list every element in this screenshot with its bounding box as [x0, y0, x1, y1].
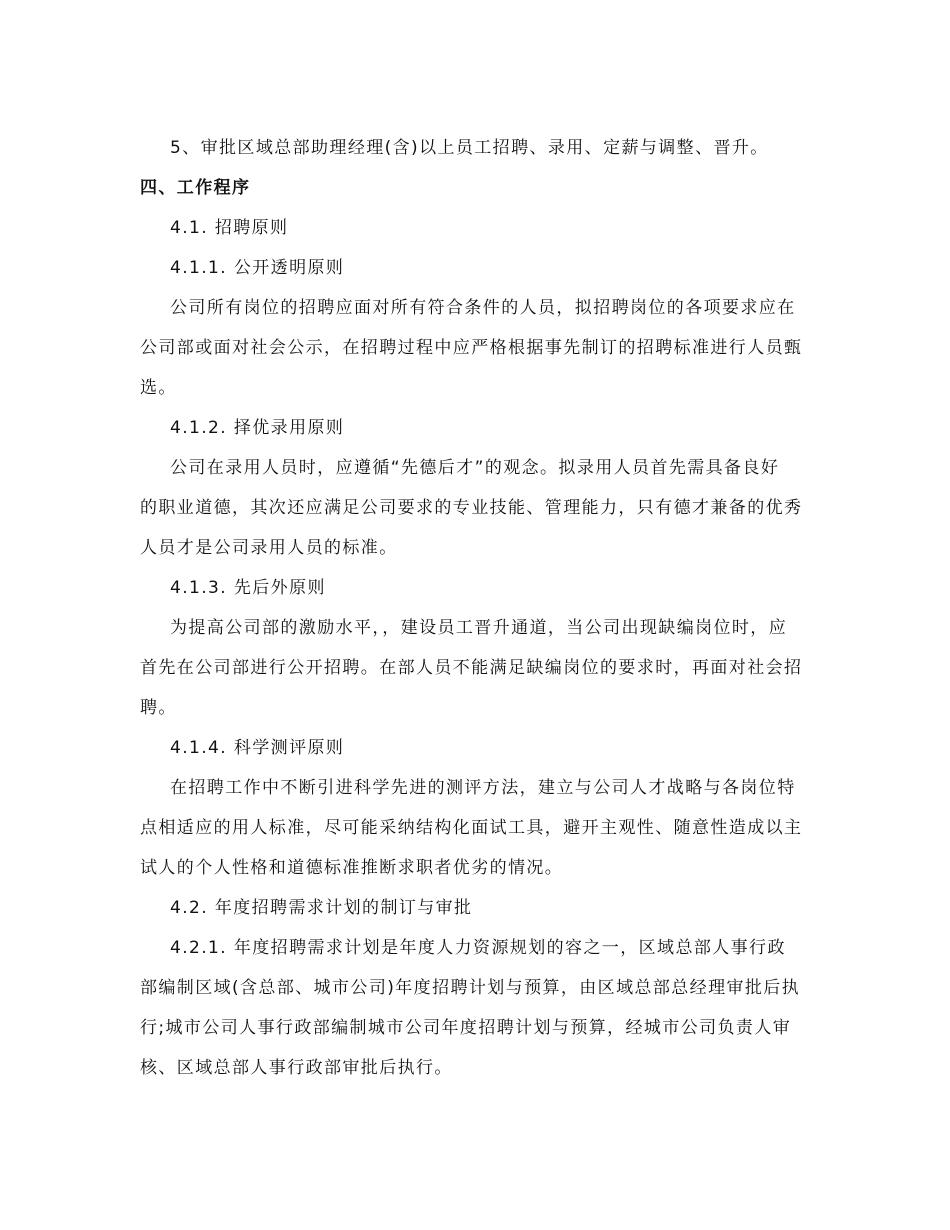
- approval-item-5: 5、审批区域总部助理经理(含)以上员工招聘、录用、定薪与调整、晋升。: [170, 138, 769, 158]
- paragraph-4-1-4-line-3: 试人的个人性格和道德标准推断求职者优劣的情况。: [140, 858, 564, 878]
- paragraph-4-1-3-line-2: 首先在公司部进行公开招聘。在部人员不能满足缺编岗位的要求时，再面对社会招: [140, 658, 803, 678]
- subsection-4-1-1-heading: 4.1.1. 公开透明原则: [170, 258, 345, 278]
- paragraph-4-2-1-line-1: 4.2.1. 年度招聘需求计划是年度人力资源规划的容之一，区域总部人事行政: [170, 938, 786, 958]
- paragraph-4-1-4-line-1: 在招聘工作中不断引进科学先进的测评方法，建立与公司人才战略与各岗位特: [170, 778, 796, 798]
- paragraph-4-1-1-line-3: 选。: [140, 378, 177, 398]
- paragraph-4-1-2-line-3: 人员才是公司录用人员的标准。: [140, 538, 398, 558]
- paragraph-4-1-1-line-2: 公司部或面对社会公示，在招聘过程中应严格根据事先制订的招聘标准进行人员甄: [140, 338, 803, 358]
- subsection-4-2-heading: 4.2. 年度招聘需求计划的制订与审批: [170, 898, 473, 918]
- paragraph-4-1-2-line-1: 公司在录用人员时，应遵循“先德后才”的观念。拟录用人员首先需具备良好: [170, 458, 780, 478]
- document-body: [140, 128, 810, 1088]
- subsection-4-1-heading: 4.1. 招聘原则: [170, 218, 289, 238]
- paragraph-4-1-3-line-1: 为提高公司部的激励水平，，建设员工晋升通道，当公司出现缺编岗位时，应: [170, 618, 788, 638]
- paragraph-4-2-1-line-3: 行;城市公司人事行政部编制城市公司年度招聘计划与预算，经城市公司负责人审: [140, 1018, 792, 1038]
- subsection-4-1-4-heading: 4.1.4. 科学测评原则: [170, 738, 345, 758]
- section-heading-work-procedure: 四、工作程序: [140, 178, 251, 198]
- subsection-4-1-3-heading: 4.1.3. 先后外原则: [170, 578, 326, 598]
- paragraph-4-1-2-line-2: 的职业道德，其次还应满足公司要求的专业技能、管理能力，只有德才兼备的优秀: [140, 498, 803, 518]
- paragraph-4-1-1-line-1: 公司所有岗位的招聘应面对所有符合条件的人员，拟招聘岗位的各项要求应在: [170, 298, 796, 318]
- paragraph-4-2-1-line-4: 核、区域总部人事行政部审批后执行。: [140, 1058, 453, 1078]
- paragraph-4-1-4-line-2: 点相适应的用人标准，尽可能采纳结构化面试工具，避开主观性、随意性造成以主: [140, 818, 803, 838]
- paragraph-4-2-1-line-2: 部编制区域(含总部、城市公司)年度招聘计划与预算，由区域总部总经理审批后执: [140, 978, 801, 998]
- subsection-4-1-2-heading: 4.1.2. 择优录用原则: [170, 418, 345, 438]
- paragraph-4-1-3-line-3: 聘。: [140, 698, 177, 718]
